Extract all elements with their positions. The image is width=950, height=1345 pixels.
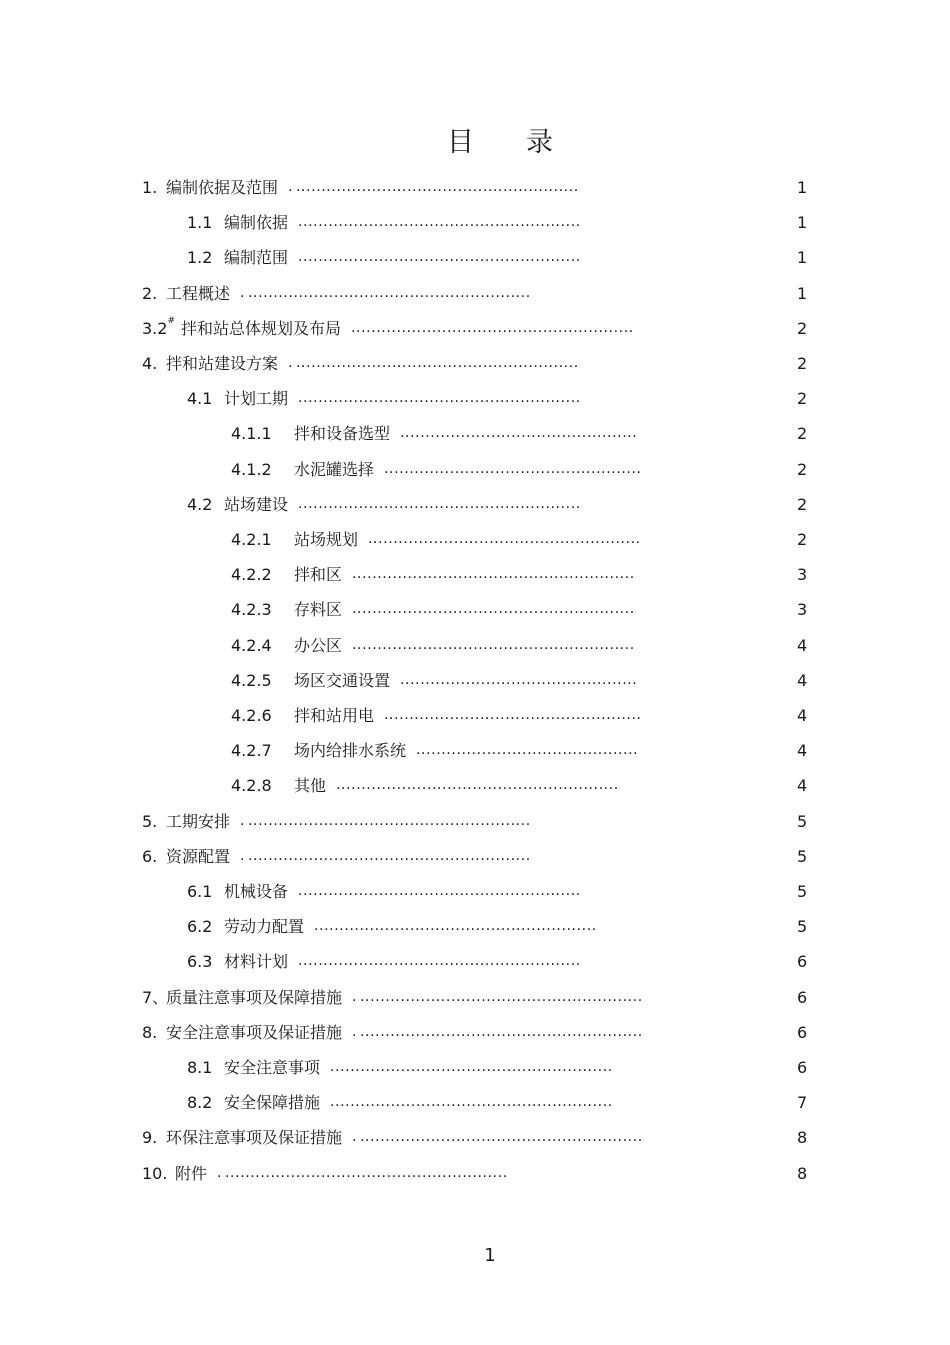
toc-entry-page: 4 <box>797 706 808 725</box>
toc-entry-page: 4 <box>797 741 808 761</box>
toc-entry-separator: . <box>288 179 294 195</box>
toc-entry[interactable] <box>0 276 950 311</box>
toc-entry-number: 6.1 <box>187 882 213 901</box>
toc-entry-page: 8 <box>797 1128 808 1148</box>
toc-entry-number: 8.1 <box>187 1058 213 1077</box>
toc-dot-leader: ........................................................ <box>248 812 531 829</box>
toc-entry-number: 10. <box>142 1163 168 1183</box>
toc-entry[interactable] <box>0 768 950 803</box>
toc-entry-number: 6. <box>142 846 158 866</box>
toc-entry-number: 8.2 <box>187 1093 213 1113</box>
toc-entry-label: 办公区 <box>294 635 343 655</box>
toc-entry[interactable] <box>0 944 950 979</box>
toc-entry-number: 1. <box>142 178 158 197</box>
toc-entry-page: 5 <box>797 917 808 937</box>
toc-entry-number: 4.2.2 <box>231 565 272 585</box>
toc-entry-number: 7、 <box>142 987 169 1007</box>
toc-entry-label: 安全保障措施 <box>224 1093 321 1113</box>
toc-dot-leader: ............................................... <box>400 425 638 442</box>
toc-entry-number: 4.2.6 <box>231 706 272 725</box>
toc-dot-leader: ........................................................ <box>360 1023 643 1040</box>
toc-entry-superscript: # <box>167 316 175 327</box>
toc-entry-label: 拌和设备选型 <box>294 424 391 444</box>
toc-entry-page: 2 <box>797 494 808 514</box>
toc-entry-separator: . <box>352 1023 358 1040</box>
toc-entry[interactable] <box>0 1085 950 1120</box>
toc-entry-separator: . <box>352 988 358 1005</box>
toc-entry-number: 5. <box>142 811 158 831</box>
toc-dot-leader: ................................................... <box>384 460 642 477</box>
toc-entry-label: 编制依据 <box>224 213 289 233</box>
toc-entry-label: 安全注意事项及保证措施 <box>166 1022 343 1042</box>
toc-entry-label: 存料区 <box>294 600 343 620</box>
toc-dot-leader: ........................................................ <box>314 918 597 935</box>
toc-entry-page: 2 <box>797 318 808 338</box>
toc-entry-page: 2 <box>797 530 808 549</box>
toc-entry-separator: . <box>240 284 246 301</box>
toc-entry[interactable] <box>0 909 950 944</box>
toc-entry[interactable] <box>0 592 950 627</box>
toc-entry-label: 场内给排水系统 <box>294 741 407 761</box>
toc-dot-leader: ........................................................ <box>360 1129 643 1146</box>
toc-entry-separator: . <box>217 1164 223 1181</box>
toc-title-left: 目 <box>447 127 474 158</box>
toc-entry-label: 劳动力配置 <box>224 917 305 937</box>
toc-dot-leader: ........................................................ <box>360 988 643 1005</box>
toc-dot-leader: ........................................................ <box>296 179 579 195</box>
toc-entry[interactable] <box>0 452 950 487</box>
toc-entry[interactable] <box>0 804 950 839</box>
toc-entry-page: 8 <box>797 1163 808 1183</box>
toc-dot-leader: ........................................................ <box>330 1059 613 1075</box>
toc-entry[interactable] <box>0 733 950 768</box>
toc-entry-page: 5 <box>797 811 808 831</box>
toc-entry-number: 4.2.4 <box>231 635 272 655</box>
toc-entry-number: 8. <box>142 1022 158 1042</box>
toc-entry[interactable] <box>0 1120 950 1155</box>
toc-entry-number: 6.3 <box>187 952 213 972</box>
toc-entry-label: 附件 <box>175 1163 208 1183</box>
toc-dot-leader: ........................................................ <box>352 566 635 583</box>
toc-entry-page: 6 <box>797 952 808 972</box>
toc-dot-leader: ........................................................ <box>352 601 635 618</box>
toc-entry-page: 2 <box>797 459 808 479</box>
toc-entry[interactable] <box>0 522 950 557</box>
toc-entry[interactable] <box>0 1015 950 1050</box>
page-number: 1 <box>484 1245 496 1266</box>
toc-dot-leader: ........................................................ <box>298 883 581 899</box>
toc-entry-page: 1 <box>797 213 808 233</box>
toc-title-right: 录 <box>526 127 553 158</box>
toc-entry-label: 工程概述 <box>166 283 231 303</box>
toc-entry-separator: . <box>240 847 246 864</box>
toc-entry-number: 4.2 <box>187 494 213 514</box>
toc-entry-label: 拌和站用电 <box>294 706 375 725</box>
toc-entry-label: 拌和区 <box>294 565 343 585</box>
toc-entry-label: 水泥罐选择 <box>294 459 375 479</box>
toc-entry-page: 7 <box>797 1093 808 1113</box>
toc-dot-leader: ........................................................ <box>330 1094 613 1111</box>
toc-entry[interactable] <box>0 698 950 733</box>
toc-entry-page: 5 <box>797 846 808 866</box>
toc-entry-separator: . <box>240 812 246 829</box>
toc-entry[interactable] <box>0 205 950 240</box>
toc-entry-label: 资源配置 <box>166 846 231 866</box>
toc-entry-label: 拌和站总体规划及布局 <box>181 318 342 338</box>
toc-entry-page: 1 <box>797 248 808 268</box>
toc-dot-leader: ................................................... <box>384 707 642 723</box>
toc-entry[interactable] <box>0 663 950 698</box>
toc-entry-number: 4.2.5 <box>231 670 272 690</box>
toc-dot-leader: ........................................................ <box>298 495 581 512</box>
toc-entry-label: 场区交通设置 <box>294 670 391 690</box>
toc-entry-page: 6 <box>797 1058 808 1077</box>
toc-entry-label: 编制依据及范围 <box>166 178 279 197</box>
toc-entry[interactable] <box>0 346 950 381</box>
toc-entry-number: 4.1.1 <box>231 424 272 444</box>
toc-dot-leader: ........................................................ <box>351 319 634 336</box>
toc-entry-page: 3 <box>797 600 808 620</box>
toc-entry-number: 4.1 <box>187 389 213 409</box>
toc-entry[interactable] <box>0 381 950 416</box>
toc-entry[interactable] <box>0 839 950 874</box>
toc-dot-leader: ........................................................ <box>298 249 581 266</box>
toc-entry-number: 1.2 <box>187 248 213 268</box>
toc-entry-page: 2 <box>797 424 808 444</box>
toc-entry-number: 1.1 <box>187 213 213 233</box>
toc-entry-number: 9. <box>142 1128 158 1148</box>
toc-entry-label: 机械设备 <box>224 882 289 901</box>
toc-entry-page: 4 <box>797 776 808 796</box>
toc-entry-number: 4.2.7 <box>231 741 272 761</box>
toc-entry-page: 2 <box>797 389 808 409</box>
toc-entry[interactable] <box>0 311 950 346</box>
toc-entry-number: 4.2.3 <box>231 600 272 620</box>
toc-entry-page: 1 <box>797 178 808 197</box>
toc-dot-leader: ........................................................ <box>225 1164 508 1181</box>
toc-entry-number: 3.2# <box>142 316 175 338</box>
toc-entry-label: 工期安排 <box>166 811 231 831</box>
toc-title <box>0 120 950 159</box>
toc-entry-page: 3 <box>797 565 808 585</box>
toc-entry-number: 4.2.1 <box>231 530 272 549</box>
toc-dot-leader: ........................................................ <box>352 636 635 653</box>
toc-entry-separator: . <box>352 1129 358 1146</box>
toc-entry[interactable] <box>0 980 950 1015</box>
toc-entry-number: 6.2 <box>187 917 213 937</box>
toc-entry-page: 4 <box>797 635 808 655</box>
toc-entry-page: 6 <box>797 987 808 1007</box>
toc-entry-number: 2. <box>142 283 158 303</box>
toc-entry[interactable] <box>0 628 950 663</box>
toc-entry-page: 1 <box>797 283 808 303</box>
toc-dot-leader: ............................................... <box>400 671 638 688</box>
toc-entry-page: 5 <box>797 882 808 901</box>
toc-dot-leader: ........................................................ <box>248 284 531 301</box>
toc-dot-leader: ........................................................ <box>298 390 581 407</box>
toc-entry[interactable] <box>0 170 950 205</box>
toc-dot-leader: ........................................................ <box>296 355 579 371</box>
toc-dot-leader: ........................................................ <box>336 777 619 794</box>
toc-entry-label: 质量注意事项及保障措施 <box>166 987 343 1007</box>
toc-entry-label: 材料计划 <box>224 952 289 972</box>
toc-entry-separator: . <box>288 355 294 371</box>
toc-entry-page: 6 <box>797 1022 808 1042</box>
toc-entry-label: 站场建设 <box>224 494 289 514</box>
toc-entry-number: 4.1.2 <box>231 459 272 479</box>
toc-entry[interactable] <box>0 416 950 451</box>
toc-entry-label: 安全注意事项 <box>224 1058 321 1077</box>
toc-entry-page: 4 <box>797 670 808 690</box>
toc-list <box>0 170 950 1183</box>
toc-dot-leader: ........................................................ <box>298 953 581 970</box>
toc-dot-leader: ........................................................ <box>248 847 531 864</box>
toc-entry[interactable] <box>0 557 950 592</box>
toc-entry[interactable] <box>0 874 950 909</box>
toc-entry-label: 编制范围 <box>224 248 289 268</box>
toc-entry-page: 2 <box>797 354 808 373</box>
toc-entry-number: 4. <box>142 354 158 373</box>
toc-dot-leader: ...................................................... <box>368 531 641 547</box>
toc-entry-label: 计划工期 <box>224 389 289 409</box>
toc-entry[interactable] <box>0 1050 950 1085</box>
toc-entry-label: 站场规划 <box>294 530 359 549</box>
toc-dot-leader: ............................................ <box>416 742 639 759</box>
toc-entry-label: 环保注意事项及保证措施 <box>166 1128 343 1148</box>
toc-dot-leader: ........................................................ <box>298 214 581 231</box>
toc-entry-label: 拌和站建设方案 <box>166 354 279 373</box>
toc-entry-number: 4.2.8 <box>231 776 272 796</box>
toc-entry[interactable] <box>0 240 950 275</box>
toc-entry-label: 其他 <box>294 776 327 796</box>
toc-entry[interactable] <box>0 487 950 522</box>
toc-entry[interactable] <box>0 1156 950 1191</box>
